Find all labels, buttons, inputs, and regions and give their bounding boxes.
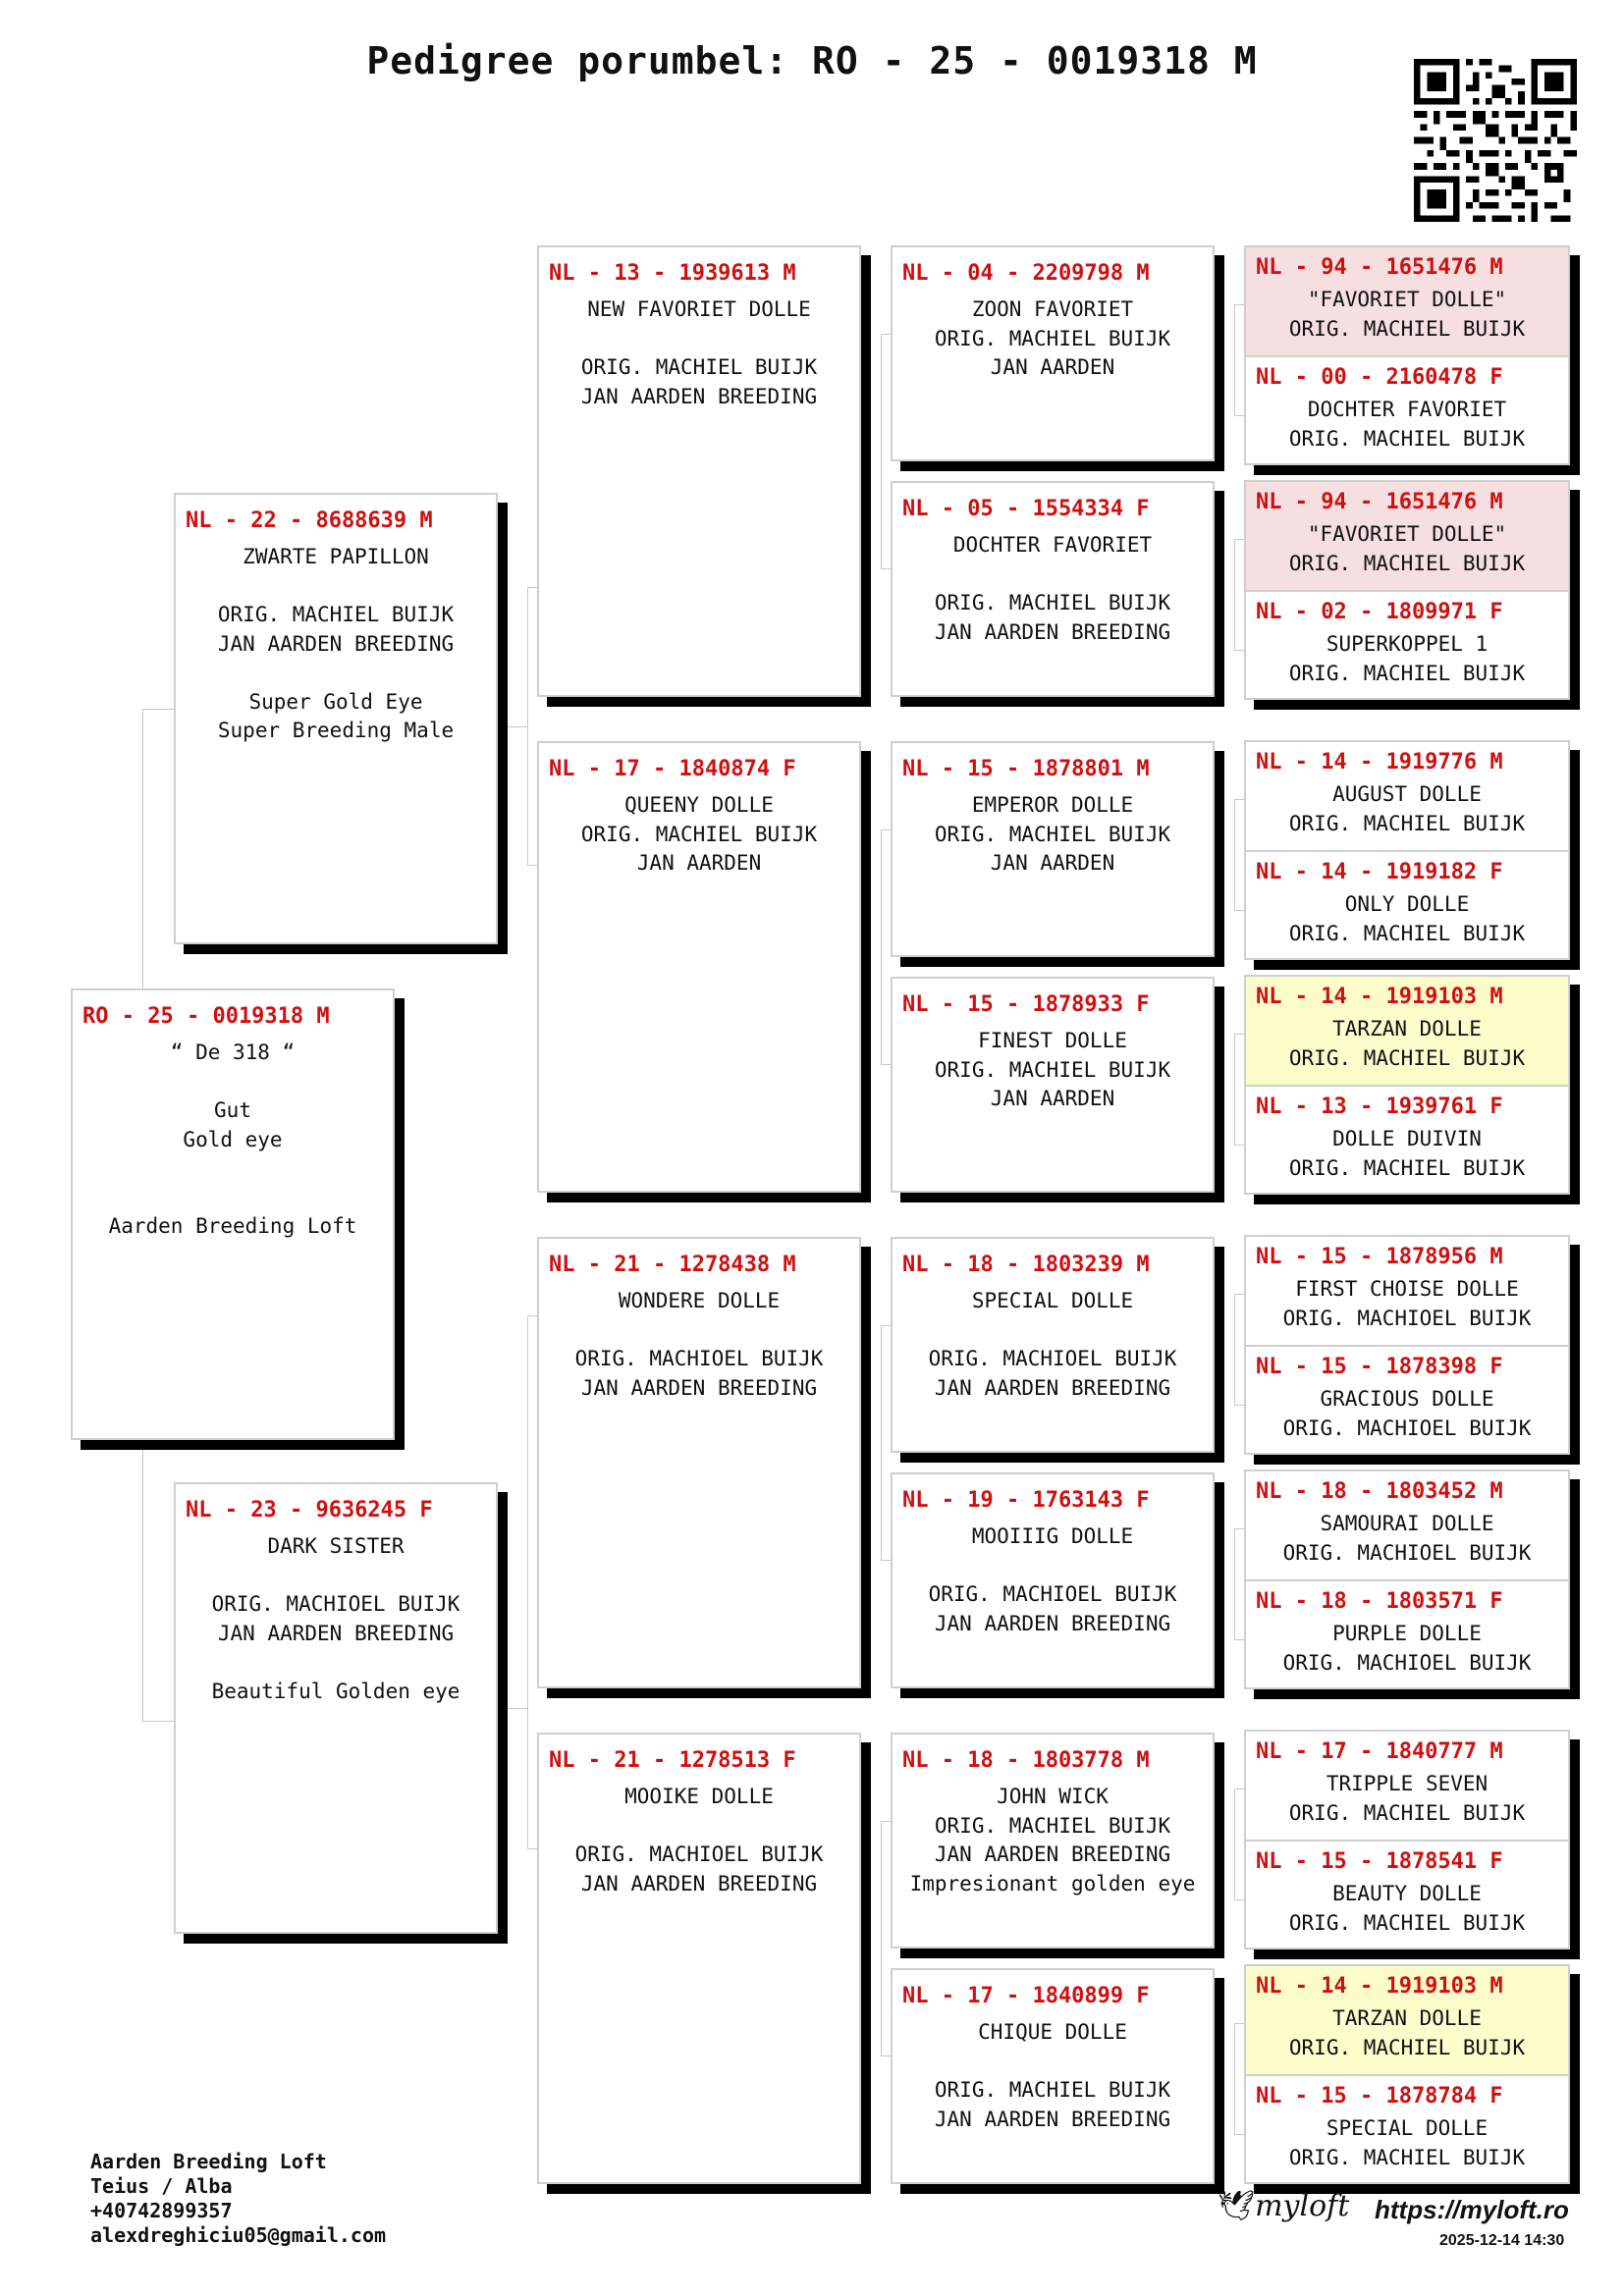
dam-card[interactable] (174, 1482, 498, 1934)
loft-location: Teius / Alba (90, 2174, 233, 2198)
great-grandparent-ring: NL - 18 - 1803778 M (902, 1748, 1150, 1773)
page-title: Pedigree porumbel: RO - 25 - 0019318 M (366, 39, 1258, 82)
g4-ring: NL - 94 - 1651476 M (1256, 255, 1503, 280)
g4-pair (1244, 1235, 1570, 1455)
great-grandparent-ring: NL - 18 - 1803239 M (902, 1253, 1150, 1277)
loft-name: Aarden Breeding Loft (90, 2150, 327, 2173)
g4-details: TARZAN DOLLE ORIG. MACHIEL BUIJK (1288, 1017, 1526, 1070)
g4-details: BEAUTY DOLLE ORIG. MACHIEL BUIJK (1288, 1882, 1526, 1935)
g4-ring: NL - 18 - 1803452 M (1256, 1479, 1503, 1504)
great-grandparent-card[interactable] (891, 245, 1215, 461)
g4-ring: NL - 13 - 1939761 F (1256, 1095, 1503, 1119)
great-grandparent-ring: NL - 15 - 1878801 M (902, 757, 1150, 781)
g4-card[interactable] (1246, 482, 1568, 590)
g4-ring: NL - 14 - 1919182 F (1256, 860, 1503, 884)
g4-pair (1244, 1964, 1570, 2184)
g4-card[interactable] (1246, 1732, 1568, 1840)
g4-card[interactable] (1246, 1471, 1568, 1579)
g4-details: GRACIOUS DOLLE ORIG. MACHIOEL BUIJK (1282, 1387, 1532, 1440)
g4-ring: NL - 15 - 1878398 F (1256, 1355, 1503, 1379)
g4-details: DOLLE DUIVIN ORIG. MACHIEL BUIJK (1288, 1127, 1526, 1180)
g4-pair (1244, 1469, 1570, 1689)
great-grandparent-ring: NL - 19 - 1763143 F (902, 1488, 1150, 1513)
g4-card[interactable] (1246, 2074, 1568, 2182)
g4-card[interactable] (1246, 1345, 1568, 1453)
g4-details: "FAVORIET DOLLE" ORIG. MACHIEL BUIJK (1288, 522, 1526, 575)
dam-ring: NL - 23 - 9636245 F (186, 1498, 433, 1522)
g4-pair (1244, 1730, 1570, 1949)
g4-card[interactable] (1246, 1237, 1568, 1345)
great-grandparent-details: FINEST DOLLE ORIG. MACHIEL BUIJK JAN AARDEN (934, 1029, 1171, 1110)
g4-pair (1244, 740, 1570, 960)
g4-details: PURPLE DOLLE ORIG. MACHIOEL BUIJK (1282, 1622, 1532, 1675)
g4-ring: NL - 00 - 2160478 F (1256, 365, 1503, 390)
grandparent-details: MOOIKE DOLLE ORIG. MACHIOEL BUIJK JAN AARDEN BREEDING (574, 1785, 824, 1896)
print-timestamp: 2025-12-14 14:30 (1439, 2232, 1565, 2249)
qr-code-icon (1414, 59, 1577, 222)
g4-details: TRIPPLE SEVEN ORIG. MACHIEL BUIJK (1288, 1772, 1526, 1825)
g4-ring: NL - 15 - 1878541 F (1256, 1849, 1503, 1874)
g4-ring: NL - 14 - 1919776 M (1256, 750, 1503, 774)
g4-details: FIRST CHOISE DOLLE ORIG. MACHIOEL BUIJK (1282, 1277, 1532, 1330)
g4-pair (1244, 480, 1570, 700)
g4-details: SAMOURAI DOLLE ORIG. MACHIOEL BUIJK (1282, 1512, 1532, 1565)
g4-details: SPECIAL DOLLE ORIG. MACHIEL BUIJK (1288, 2116, 1526, 2169)
g4-details: DOCHTER FAVORIET ORIG. MACHIEL BUIJK (1288, 398, 1526, 451)
grandparent-card[interactable] (537, 1237, 861, 1688)
g4-ring: NL - 15 - 1878784 F (1256, 2084, 1503, 2109)
g4-details: TARZAN DOLLE ORIG. MACHIEL BUIJK (1288, 2006, 1526, 2059)
loft-email[interactable]: alexdreghiciu05@gmail.com (90, 2223, 387, 2247)
g4-pair (1244, 245, 1570, 465)
g4-card[interactable] (1246, 247, 1568, 355)
great-grandparent-card[interactable] (891, 1733, 1215, 1949)
great-grandparent-ring: NL - 04 - 2209798 M (902, 261, 1150, 286)
g4-card[interactable] (1246, 977, 1568, 1085)
g4-card[interactable] (1246, 355, 1568, 463)
great-grandparent-details: MOOIIIG DOLLE ORIG. MACHIOEL BUIJK JAN AARDEN BREEDING (928, 1524, 1177, 1635)
g4-card[interactable] (1246, 850, 1568, 958)
great-grandparent-details: CHIQUE DOLLE ORIG. MACHIEL BUIJK JAN AARDEN BREEDING (934, 2020, 1171, 2131)
sire-ring: NL - 22 - 8688639 M (186, 508, 433, 533)
loft-contact (90, 2150, 386, 2248)
grandparent-details: QUEENY DOLLE ORIG. MACHIEL BUIJK JAN AARDEN (580, 793, 818, 875)
g4-ring: NL - 17 - 1840777 M (1256, 1739, 1503, 1764)
great-grandparent-card[interactable] (891, 1472, 1215, 1688)
pigeon-logo-icon: 🕊myloft (1218, 2189, 1350, 2223)
g4-ring: NL - 14 - 1919103 M (1256, 985, 1503, 1009)
grandparent-card[interactable] (537, 741, 861, 1193)
great-grandparent-details: ZOON FAVORIET ORIG. MACHIEL BUIJK JAN AARDEN (934, 297, 1171, 379)
g4-card[interactable] (1246, 590, 1568, 698)
great-grandparent-ring: NL - 15 - 1878933 F (902, 992, 1150, 1017)
g4-details: "FAVORIET DOLLE" ORIG. MACHIEL BUIJK (1288, 288, 1526, 341)
subject-card[interactable] (71, 988, 395, 1440)
grandparent-ring: NL - 17 - 1840874 F (549, 757, 796, 781)
great-grandparent-ring: NL - 17 - 1840899 F (902, 1984, 1150, 2008)
grandparent-ring: NL - 13 - 1939613 M (549, 261, 796, 286)
sire-details: ZWARTE PAPILLON ORIG. MACHIEL BUIJK JAN AARDEN BREEDING Super Gold Eye Super Breeding Male (217, 545, 455, 742)
g4-ring: NL - 94 - 1651476 M (1256, 490, 1503, 514)
dam-details: DARK SISTER ORIG. MACHIOEL BUIJK JAN AARDEN BREEDING Beautiful Golden eye (211, 1534, 460, 1703)
subject-details: “ De 318 “ Gut Gold eye Aarden Breeding Loft (108, 1041, 357, 1238)
great-grandparent-card[interactable] (891, 977, 1215, 1193)
great-grandparent-card[interactable] (891, 481, 1215, 697)
sire-card[interactable] (174, 493, 498, 944)
brand-url[interactable]: https://myloft.ro (1375, 2195, 1569, 2224)
great-grandparent-details: EMPEROR DOLLE ORIG. MACHIEL BUIJK JAN AARDEN (934, 793, 1171, 875)
great-grandparent-card[interactable] (891, 1237, 1215, 1453)
grandparent-ring: NL - 21 - 1278513 F (549, 1748, 796, 1773)
g4-card[interactable] (1246, 742, 1568, 850)
great-grandparent-card[interactable] (891, 1968, 1215, 2184)
grandparent-ring: NL - 21 - 1278438 M (549, 1253, 796, 1277)
great-grandparent-details: DOCHTER FAVORIET ORIG. MACHIEL BUIJK JAN AARDEN BREEDING (934, 533, 1171, 644)
loft-phone[interactable]: +40742899357 (90, 2199, 233, 2222)
great-grandparent-ring: NL - 05 - 1554334 F (902, 497, 1150, 521)
g4-ring: NL - 18 - 1803571 F (1256, 1589, 1503, 1614)
brand-logo-text: myloft (1255, 2189, 1350, 2223)
grandparent-details: NEW FAVORIET DOLLE ORIG. MACHIEL BUIJK JAN AARDEN BREEDING (580, 297, 818, 408)
g4-details: AUGUST DOLLE ORIG. MACHIEL BUIJK (1288, 782, 1526, 835)
great-grandparent-details: JOHN WICK ORIG. MACHIEL BUIJK JAN AARDEN BREEDING Impresionant golden eye (909, 1785, 1196, 1896)
g4-card[interactable] (1246, 1579, 1568, 1687)
g4-ring: NL - 14 - 1919103 M (1256, 1974, 1503, 1999)
subject-ring: RO - 25 - 0019318 M (82, 1004, 330, 1029)
g4-card[interactable] (1246, 1840, 1568, 1948)
g4-card[interactable] (1246, 1085, 1568, 1193)
g4-details: SUPERKOPPEL 1 ORIG. MACHIEL BUIJK (1288, 632, 1526, 685)
g4-pair (1244, 975, 1570, 1195)
g4-ring: NL - 02 - 1809971 F (1256, 600, 1503, 624)
grandparent-card[interactable] (537, 245, 861, 697)
g4-card[interactable] (1246, 1966, 1568, 2074)
g4-ring: NL - 15 - 1878956 M (1256, 1245, 1503, 1269)
g4-details: ONLY DOLLE ORIG. MACHIEL BUIJK (1288, 892, 1526, 945)
great-grandparent-details: SPECIAL DOLLE ORIG. MACHIOEL BUIJK JAN AARDEN BREEDING (928, 1289, 1177, 1400)
grandparent-details: WONDERE DOLLE ORIG. MACHIOEL BUIJK JAN AARDEN BREEDING (574, 1289, 824, 1400)
great-grandparent-card[interactable] (891, 741, 1215, 957)
brand-block (1218, 2189, 1571, 2248)
grandparent-card[interactable] (537, 1733, 861, 2184)
